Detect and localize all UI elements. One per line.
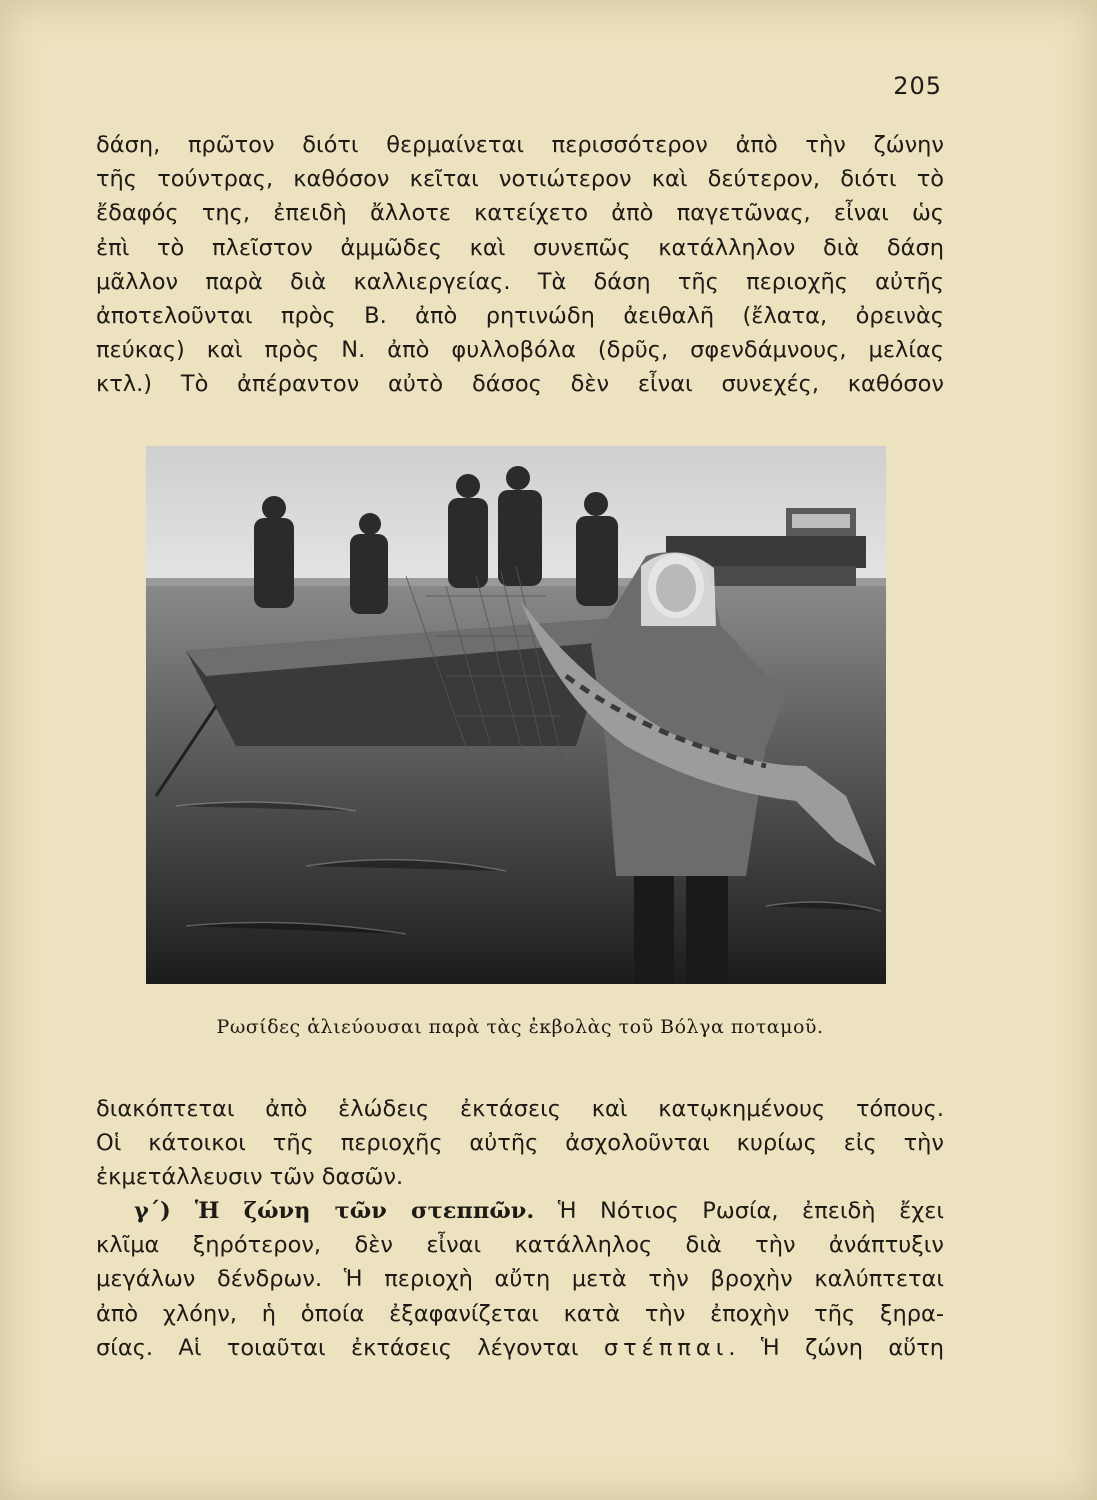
text-fragment: σίας. Αἱ τοιαῦται ἐκτάσεις λέγονται xyxy=(96,1334,579,1361)
text-line: δάση, πρῶτον διότι θερμαίνεται περισσότερον ἀπὸ τὴν ζώνην xyxy=(96,132,944,158)
text-line: ἔδαφός της, ἐπειδὴ ἄλλοτε κατείχετο ἀπὸ παγετῶνας, εἶναι ὡς xyxy=(96,200,944,227)
spaced-term: στέππαι xyxy=(603,1334,729,1361)
text-line: ἐπὶ τὸ πλεῖστον ἀμμῶδες καὶ συνεπῶς κατάλληλον διὰ δάση xyxy=(96,234,944,261)
paragraph-forest-continued xyxy=(96,1092,944,1195)
text-line: ἀπὸ χλόην, ἡ ὁποία ἐξαφανίζεται κατὰ τὴν ἐποχὴν τῆς ξηρα- xyxy=(96,1300,944,1327)
text-fragment: Ἡ Νότιος Ρωσία, ἐπειδὴ ἔχει xyxy=(534,1198,945,1224)
paragraph-steppe-zone xyxy=(96,1194,944,1365)
section-heading: γ΄) Ἡ ζώνη τῶν στεππῶν. xyxy=(134,1198,535,1224)
text-line: Οἱ κάτοικοι τῆς περιοχῆς αὐτῆς ἀσχολοῦνται κυρίως εἰς τὴν xyxy=(96,1130,944,1157)
paragraph-forest-zone xyxy=(96,128,944,402)
text-line: κλῖμα ξηρότερον, δὲν εἶναι κατάλληλος διὰ τὴν ἀνάπτυξιν xyxy=(96,1232,944,1259)
text-line: ἀποτελοῦνται πρὸς Β. ἀπὸ ρητινώδη ἀειθαλῆ (ἔλατα, ὀρεινὰς xyxy=(96,303,944,330)
text-line: διακόπτεται ἀπὸ ἑλώδεις ἐκτάσεις καὶ κατῳκημένους τόπους. xyxy=(96,1096,944,1122)
photo-illustration xyxy=(146,446,886,984)
text-line: τῆς τούντρας, καθόσον κεῖται νοτιώτερον καὶ δεύτερον, διότι τὸ xyxy=(96,166,944,193)
text-line: μεγάλων δένδρων. Ἡ περιοχὴ αὔτη μετὰ τὴν βροχὴν καλύπτεται xyxy=(96,1266,944,1293)
text-line: ἐκμετάλλευσιν τῶν δασῶν. xyxy=(96,1164,404,1191)
text-line: μᾶλλον παρὰ διὰ καλλιεργείας. Τὰ δάση τῆς περιοχῆς αὐτῆς xyxy=(96,268,944,295)
fishing-photo xyxy=(146,446,886,984)
page-number: 205 xyxy=(893,72,942,100)
text-line: πεύκας) καὶ πρὸς Ν. ἀπὸ φυλλοβόλα (δρῦς, σφενδάμνους, μελίας xyxy=(96,337,944,364)
text-line: κτλ.) Τὸ ἀπέραντον αὐτὸ δάσος δὲν εἶναι συνεχές, καθόσον xyxy=(96,371,944,398)
text-line xyxy=(96,1331,944,1365)
text-fragment: . Ἡ ζώνη αὕτη xyxy=(728,1334,944,1361)
photo-caption: Ρωσίδες ἁλιεύουσαι παρὰ τὰς ἐκβολὰς τοῦ Βόλγα ποταμοῦ. xyxy=(216,1016,824,1038)
text-line xyxy=(96,1194,944,1228)
